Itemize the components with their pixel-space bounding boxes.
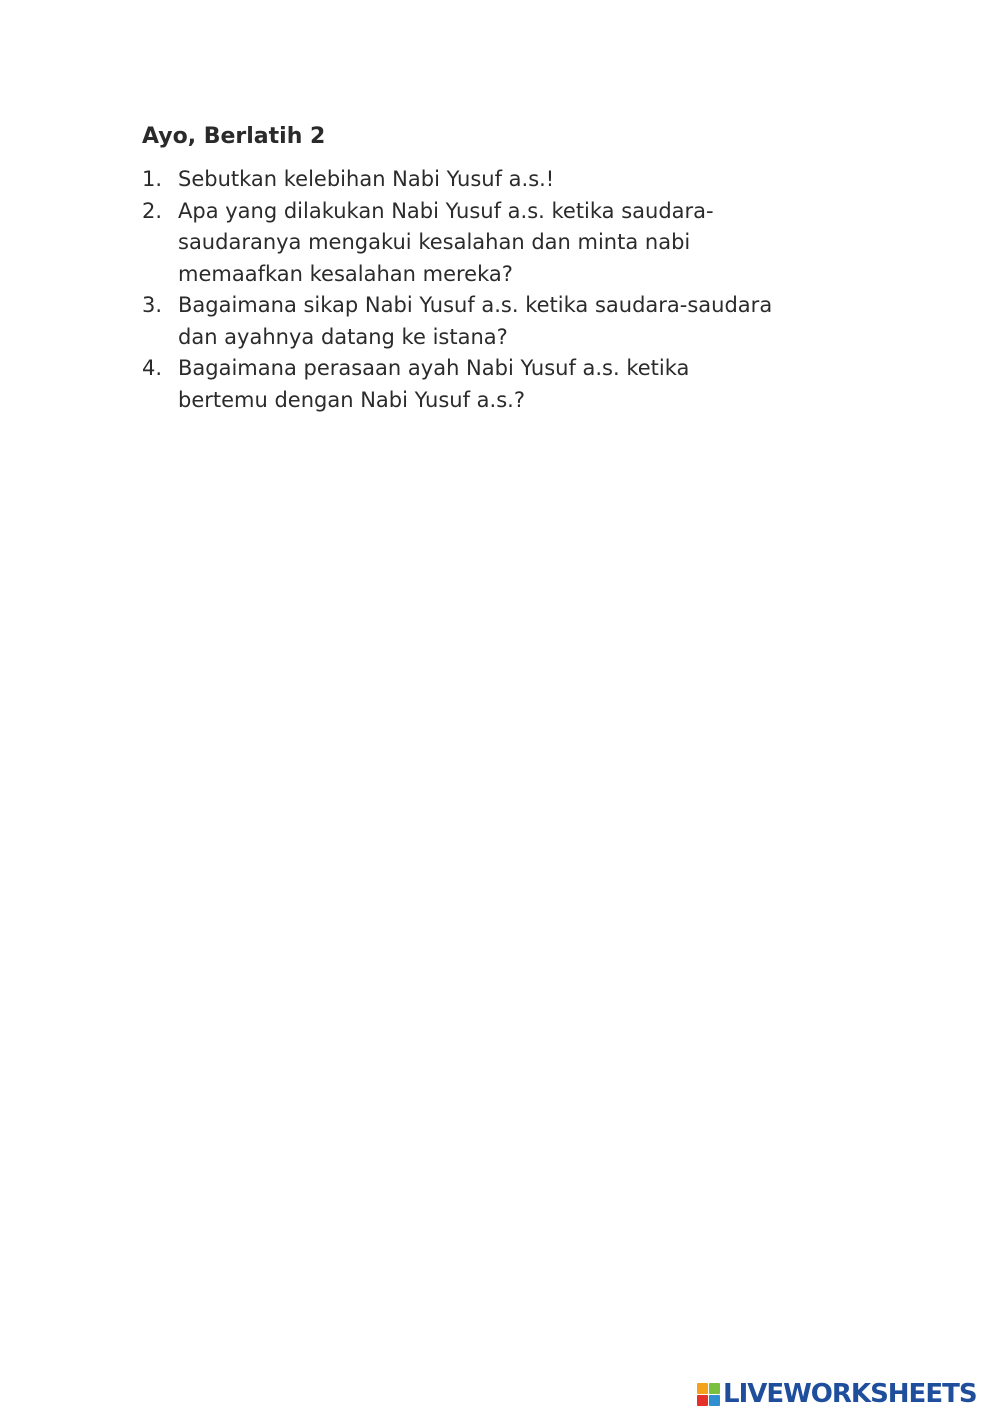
question-text [178, 164, 882, 196]
liveworksheets-logo-icon [697, 1383, 720, 1406]
question-text [178, 196, 882, 291]
question-line: Bagaimana perasaan ayah Nabi Yusuf a.s. ketika [178, 356, 690, 380]
question-text [178, 353, 882, 416]
question-item [142, 196, 882, 291]
question-line: Sebutkan kelebihan Nabi Yusuf a.s.! [178, 167, 555, 191]
question-list [142, 164, 882, 416]
section-title: Ayo, Berlatih 2 [142, 124, 326, 149]
question-number: 2. [142, 198, 163, 223]
question-number: 1. [142, 167, 163, 191]
logo-square-green [709, 1383, 720, 1394]
question-line: Bagaimana sikap Nabi Yusuf a.s. ketika saudara-saudara [178, 293, 773, 317]
question-number: 4. [142, 356, 163, 380]
question-item [142, 290, 882, 353]
question-line: bertemu dengan Nabi Yusuf a.s.? [178, 387, 525, 412]
question-text [178, 290, 882, 353]
question-line: saudaranya mengakui kesalahan dan minta nabi [178, 230, 691, 254]
logo-square-blue [709, 1395, 720, 1406]
liveworksheets-wordmark: LIVEWORKSHEETS [723, 1379, 977, 1409]
question-line: memaafkan kesalahan mereka? [178, 261, 513, 286]
question-line: Apa yang dilakukan Nabi Yusuf a.s. ketika saudara- [178, 198, 714, 223]
logo-square-red [697, 1395, 708, 1406]
liveworksheets-brand-link[interactable] [697, 1378, 977, 1410]
logo-square-orange [697, 1383, 708, 1394]
question-line: dan ayahnya datang ke istana? [178, 324, 508, 349]
question-item [142, 164, 882, 196]
question-number: 3. [142, 293, 163, 317]
question-item [142, 353, 882, 416]
